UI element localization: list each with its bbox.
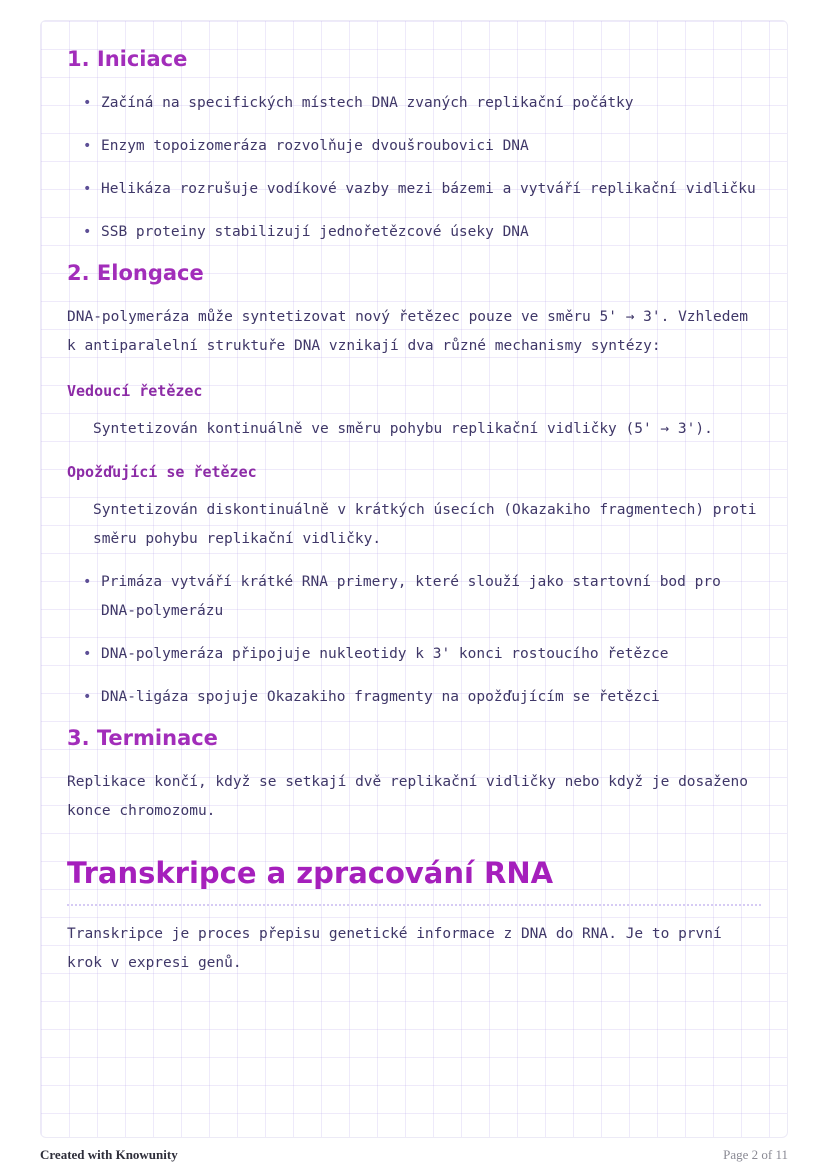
list-item: • Začíná na specifických místech DNA zvaných replikační počátky bbox=[83, 89, 761, 118]
section-heading-terminace: 3. Terminace bbox=[67, 726, 218, 750]
terminace-paragraph: Replikace končí, když se setkají dvě replikační vidličky nebo když je dosaženo konce chromozomu. bbox=[67, 774, 748, 819]
section-heading-iniciace: 1. Iniciace bbox=[67, 47, 188, 71]
subheading-leading-strand: Vedoucí řetězec bbox=[67, 382, 203, 400]
bullet-list-elongace bbox=[67, 568, 761, 712]
lagging-strand-paragraph: Syntetizován diskontinuálně v krátkých úsecích (Okazakiho fragmentech) proti směru pohybu replikační vidličky. bbox=[93, 502, 757, 547]
elongace-intro-paragraph: DNA-polymeráza může syntetizovat nový řetězec pouze ve směru 5' → 3'. Vzhledem k antiparalelní struktuře DNA vznikají dva různé mechanismy syntézy: bbox=[67, 309, 748, 354]
chapter-heading-transkripce: Transkripce a zpracování RNA bbox=[67, 856, 761, 906]
list-item: • Primáza vytváří krátké RNA primery, které slouží jako startovní bod pro DNA-polymerázu bbox=[83, 568, 761, 626]
subheading-lagging-strand: Opožďující se řetězec bbox=[67, 463, 257, 481]
bullet-list-iniciace bbox=[67, 89, 761, 247]
note-card bbox=[40, 20, 788, 1138]
page-number: Page 2 of 11 bbox=[723, 1147, 788, 1162]
page-footer bbox=[40, 1147, 788, 1163]
section-heading-elongace: 2. Elongace bbox=[67, 261, 204, 285]
list-item: • Enzym topoizomeráza rozvolňuje dvoušroubovici DNA bbox=[83, 132, 761, 161]
list-item: • DNA-ligáza spojuje Okazakiho fragmenty na opožďujícím se řetězci bbox=[83, 683, 761, 712]
list-item: • Helikáza rozrušuje vodíkové vazby mezi bázemi a vytváří replikační vidličku bbox=[83, 175, 761, 204]
list-item: • SSB proteiny stabilizují jednořetězcové úseky DNA bbox=[83, 218, 761, 247]
list-item: • DNA-polymeráza připojuje nukleotidy k 3' konci rostoucího řetězce bbox=[83, 640, 761, 669]
footer-branding: Created with Knowunity bbox=[40, 1147, 178, 1162]
leading-strand-paragraph: Syntetizován kontinuálně ve směru pohybu replikační vidličky (5' → 3'). bbox=[93, 421, 713, 437]
transkripce-paragraph: Transkripce je proces přepisu genetické informace z DNA do RNA. Je to první krok v expresi genů. bbox=[67, 926, 722, 971]
